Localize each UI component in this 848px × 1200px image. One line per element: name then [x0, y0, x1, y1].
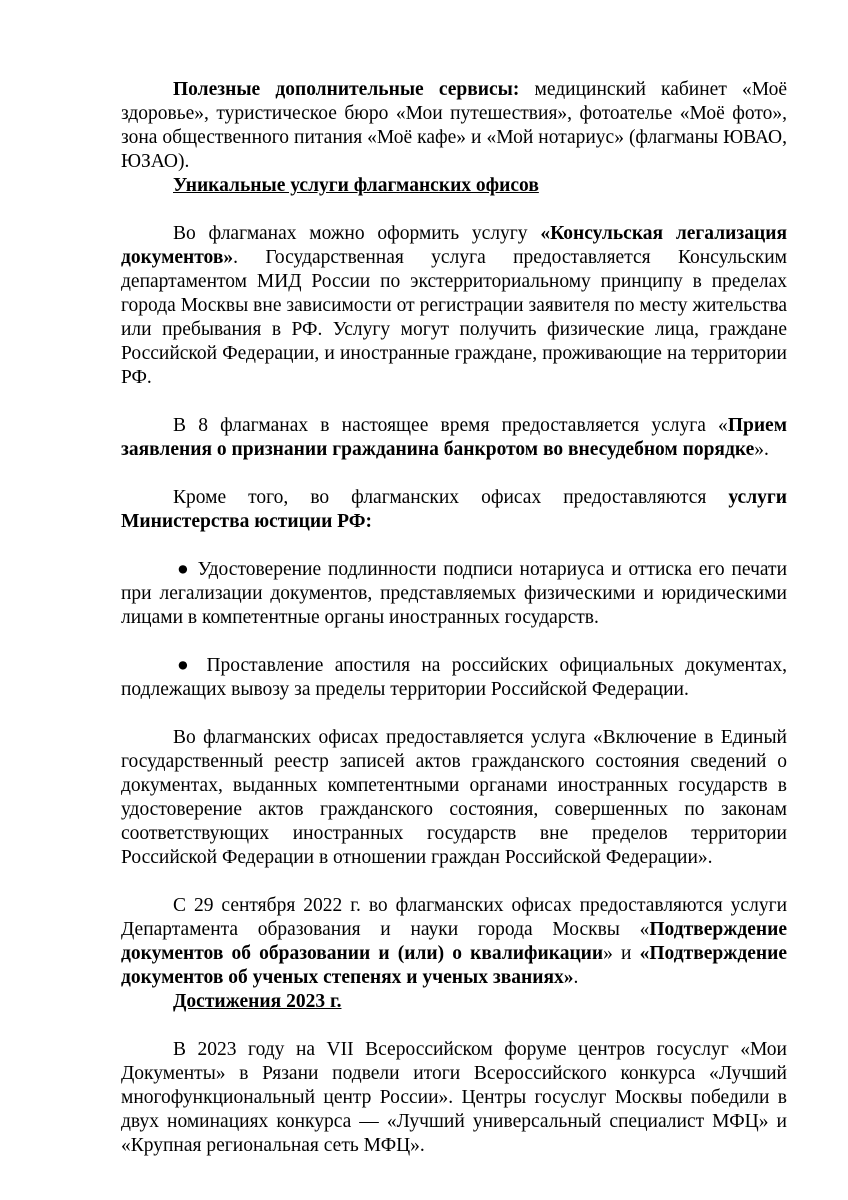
bankruptcy-text-1: В 8 флагманах в настоящее время предоставляется услуга « — [173, 415, 728, 436]
bullet-item-apostille — [121, 654, 787, 702]
ministry-services-label: услуги Министерства юстиции РФ: — [121, 487, 787, 532]
education-text-2: » и — [603, 943, 640, 964]
paragraph-ministry-justice — [121, 486, 787, 534]
consular-service-name: «Консульская легализация документов» — [121, 223, 787, 268]
bankruptcy-service-name: Прием заявления о признании гражданина банкротом во внесудебном порядке — [121, 415, 787, 460]
education-text-3: . — [573, 967, 579, 988]
consular-text-2: . Государственная услуга предоставляется Консульским департаментом МИД России по экстерриториальному принципу в пределах города Москвы вне зависимости от регистрации заявителя по месту жительства или пребывания в РФ. Услугу могут получить физические лица, граждане Российской Федерации, и иностранные граждане, проживающие на территории РФ. — [121, 247, 787, 388]
additional-services-label: Полезные дополнительные сервисы: — [173, 79, 520, 100]
heading-achievements: Достижения 2023 г. — [173, 991, 342, 1012]
paragraph-civil-registry: Во флагманских офисах предоставляется услуга «Включение в Единый государственный реестр записей актов гражданского состояния сведений о документах, выданных компетентными органами иностранных государств в удостоверение актов гражданского состояния, совершенных по законам соответствующих иностранных государств вне пределов территории Российской Федерации в отношении граждан Российской Федерации». — [121, 727, 787, 868]
bullet-icon: ● — [177, 559, 191, 580]
additional-services-text: медицинский кабинет «Моё здоровье», туристическое бюро «Мои путешествия», фотоателье «Моё фото», зона общественного питания «Моё кафе» и «Мой нотариус» (флагманы ЮВАО, ЮЗАО). — [121, 79, 787, 172]
bullet-item-notary — [121, 558, 787, 630]
paragraph-education-department — [121, 894, 787, 990]
education-service-1: Подтверждение документов об образовании и (или) о квалификации — [121, 919, 787, 964]
education-service-2: «Подтверждение документов об ученых степенях и ученых званиях» — [121, 943, 788, 988]
paragraph-achievements-2023: В 2023 году на VII Всероссийском форуме центров госуслуг «Мои Документы» в Рязани подвели итоги Всероссийского конкурса «Лучший многофункциональный центр России». Центры госуслуг Москвы победили в двух номинациях конкурса — «Лучший универсальный специалист МФЦ» и «Крупная региональная сеть МФЦ». — [121, 1039, 787, 1156]
paragraph-additional-services — [121, 78, 787, 174]
paragraph-consular-legalization — [121, 222, 787, 390]
document-page — [121, 78, 787, 1158]
bankruptcy-text-2: ». — [754, 439, 769, 460]
consular-text-1: Во флагманах можно оформить услугу — [173, 223, 541, 244]
bullet-text: Проставление апостиля на российских официальных документах, подлежащих вывозу за пределы территории Российской Федерации. — [121, 655, 788, 700]
education-text-1: С 29 сентября 2022 г. во флагманских офисах предоставляются услуги Департамента образования и науки города Москвы « — [121, 895, 787, 940]
ministry-text-1: Кроме того, во флагманских офисах предоставляются — [173, 487, 729, 508]
paragraph-bankruptcy — [121, 414, 787, 462]
heading-unique-services: Уникальные услуги флагманских офисов — [173, 175, 539, 196]
bullet-text: Удостоверение подлинности подписи нотариуса и оттиска его печати при легализации документов, представляемых физическими и юридическими лицами в компетентные органы иностранных государств. — [121, 559, 788, 628]
bullet-icon: ● — [177, 655, 196, 676]
